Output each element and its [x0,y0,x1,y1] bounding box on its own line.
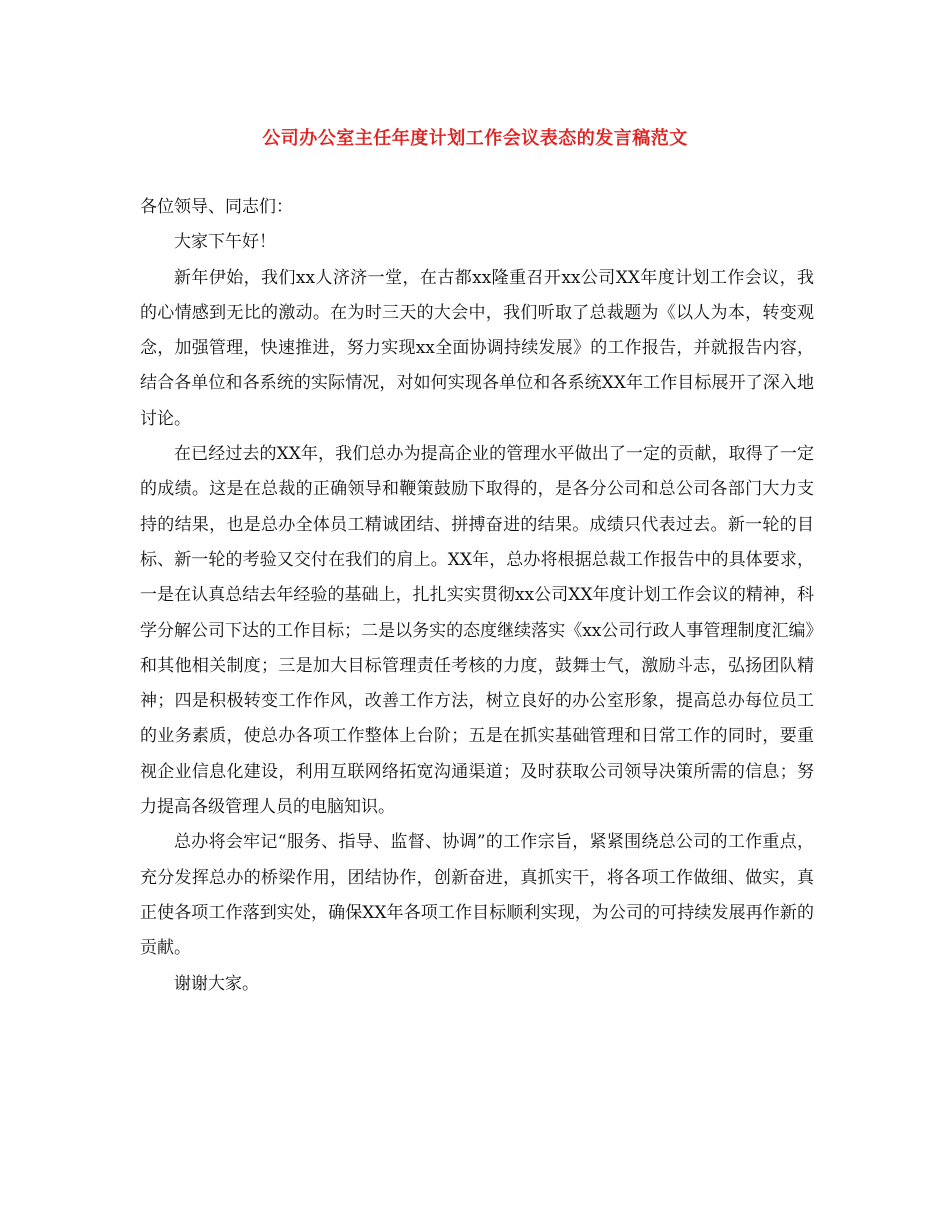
paragraph-3: 总办将会牢记“服务、指导、监督、协调”的工作宗旨，紧紧围绕总公司的工作重点，充分发挥总办的桥梁作用，团结协作，创新奋进，真抓实干，将各项工作做细、做实，真正使各项工作落到实处，确保XX年各项工作目标顺利实现，为公司的可持续发展再作新的贡献。 [140,832,814,959]
greeting: 大家下午好！ [174,232,276,253]
salutation: 各位领导、同志们： [140,197,293,217]
paragraph-2: 在已经过去的XX年，我们总办为提高企业的管理水平做出了一定的贡献，取得了一定的成绩。这是在总裁的正确领导和鞭策鼓励下取得的，是各分公司和总公司各部门大力支持的结果，也是总办全体员工精诚团结、拼搏奋进的结果。成绩只代表过去。新一轮的目标、新一轮的考验又交付在我们的肩上。XX年，总办将根据总裁工作报告中的具体要求，一是在认真总结去年经验的基础上，扎扎实实贯彻xx公司XX年度计划工作会议的精神，科学分解公司下达的工作目标；二是以务实的态度继续落实《xx公司行政人事管理制度汇编》和其他相关制度；三是加大目标管理责任考核的力度，鼓舞士气，激励斗志，弘扬团队精神；四是积极转变工作作风，改善工作方法，树立良好的办公室形象，提高总办每位员工的业务素质，使总办各项工作整体上台阶；五是在抓实基础管理和日常工作的同时，要重视企业信息化建设，利用互联网络拓宽沟通渠道；及时获取公司领导决策所需的信息；努力提高各级管理人员的电脑知识。 [140,444,814,818]
document-body [140,190,814,1002]
document-title: 公司办公室主任年度计划工作会议表态的发言稿范文 [262,128,688,149]
paragraph-1: 新年伊始，我们xx人济济一堂，在古都xx隆重召开xx公司XX年度计划工作会议，我的心情感到无比的激动。在为时三天的大会中，我们听取了总裁题为《以人为本，转变观念，加强管理，快速推进，努力实现xx全面协调持续发展》的工作报告，并就报告内容，结合各单位和各系统的实际情况，对如何实现各单位和各系统XX年工作目标展开了深入地讨论。 [140,267,814,429]
closing: 谢谢大家。 [174,973,259,994]
